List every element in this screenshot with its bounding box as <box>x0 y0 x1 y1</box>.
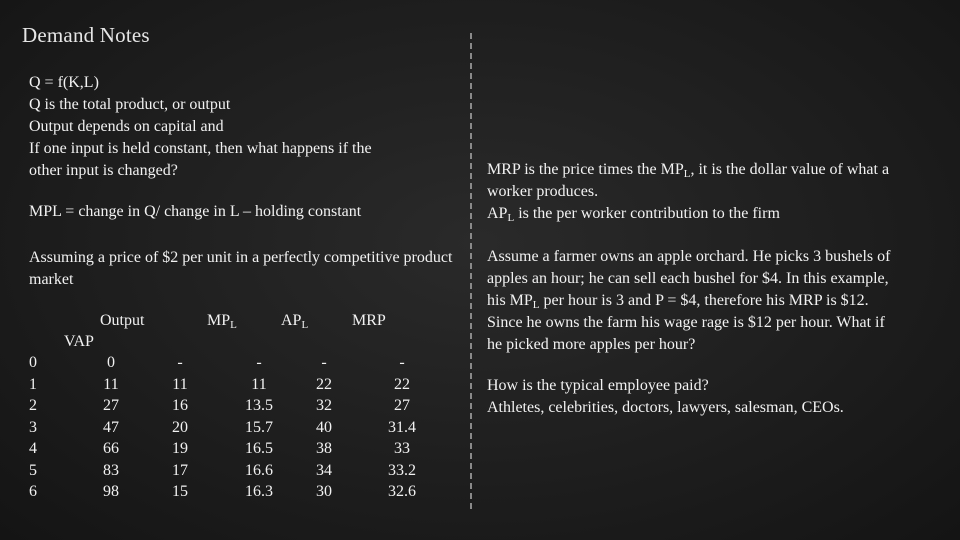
table-cell-apl: 40 <box>316 418 332 436</box>
table-cell-mrp: 27 <box>394 397 410 414</box>
note-line: other input is changed? <box>29 162 178 179</box>
table-cell-mrp: - <box>399 354 405 371</box>
table-cell-apl: 32 <box>316 397 332 414</box>
mrp-def-line: MRP is the price times the $MP_L$, it is the dollar value of what a <box>487 161 890 180</box>
table-cell-mrp: 32.6 <box>388 483 416 500</box>
table-cell-labor: 0 <box>29 354 37 371</box>
employee-line: How is the typical employee paid? <box>487 377 709 394</box>
table-cell-apl: 38 <box>316 440 332 457</box>
table-cell-mpl: 16.6 <box>245 461 273 479</box>
header-output: Output <box>100 312 145 329</box>
header-apl: $AP_L$ <box>281 312 309 331</box>
note-line: Q is the total product, or output <box>29 96 231 113</box>
farmer-line: Since he owns the farm his wage rage is $12 per hour. What if <box>487 314 885 331</box>
table-cell-output: 47 <box>103 418 119 436</box>
table-cell-labor: 1 <box>29 375 37 393</box>
table-cell-mpl: - <box>256 354 262 371</box>
table-cell-mrp: 31.4 <box>388 418 416 436</box>
table-cell-labor: 2 <box>29 397 37 414</box>
table-cell-labor: 5 <box>29 461 37 479</box>
table-cell-apl: - <box>321 354 327 371</box>
mrp-definition <box>487 159 889 225</box>
farmer-line: apples an hour; he can sell each bushel for $4. In this example, <box>487 270 889 287</box>
table-cell-mrp: 33 <box>394 440 410 457</box>
employee-line: Athletes, celebrities, doctors, lawyers, salesman, CEOs. <box>487 399 844 416</box>
employee-pay <box>487 375 844 419</box>
table-cell-apl: 34 <box>316 461 332 479</box>
farmer-line: his $MP_L$ per hour is 3 and P = $4, therefore his MRP is $12. <box>487 292 869 311</box>
table-cell-mpl: 16.5 <box>245 440 273 457</box>
note-line: If one input is held constant, then what happens if the <box>29 140 372 157</box>
table-cell-mpl: 15.7 <box>245 418 273 436</box>
note-line: Q = f(K,L) <box>29 74 99 91</box>
table-cell-mrp: 33.2 <box>388 461 416 479</box>
table-cell-mrp: 22 <box>394 375 410 393</box>
table-cell-vap: 17 <box>172 461 188 479</box>
table-cell-labor: 4 <box>29 440 37 457</box>
slide-title: Demand Notes <box>22 23 150 47</box>
table-cell-vap: 11 <box>172 375 188 393</box>
farmer-line: Assume a farmer owns an apple orchard. He picks 3 bushels of <box>487 248 891 265</box>
table-cell-mpl: 13.5 <box>245 397 273 414</box>
table-cell-apl: 30 <box>316 483 332 500</box>
table-cell-mpl: 11 <box>251 375 267 393</box>
header-mrp: MRP <box>352 312 386 329</box>
table-cell-vap: 19 <box>172 440 188 457</box>
production-function-notes <box>29 72 372 182</box>
table-cell-output: 66 <box>103 440 119 457</box>
table-cell-mpl: 16.3 <box>245 483 273 500</box>
table-cell-output: 0 <box>107 354 115 371</box>
farmer-line: he picked more apples per hour? <box>487 336 696 353</box>
apl-def-line: $AP_L$ is the per worker contribution to the firm <box>487 205 780 224</box>
column-divider <box>470 33 472 509</box>
table-cell-vap: 16 <box>172 397 188 414</box>
table-cell-labor: 6 <box>29 483 37 500</box>
farmer-example <box>487 246 890 356</box>
table-cell-output: 83 <box>103 461 119 479</box>
table-cell-vap: 15 <box>172 483 188 500</box>
mpl-definition: MPL = change in Q/ change in L – holding constant <box>29 203 362 220</box>
table-cell-vap: 20 <box>172 418 188 436</box>
table-cell-output: 11 <box>103 375 119 393</box>
note-line: Output depends on capital and <box>29 118 224 135</box>
table-cell-vap: - <box>177 354 183 371</box>
header-vap: VAP <box>64 333 94 350</box>
table-cell-labor: 3 <box>29 418 37 436</box>
table-cell-output: 27 <box>103 397 119 414</box>
mrp-def-line: worker produces. <box>487 183 599 200</box>
table-cell-apl: 22 <box>316 375 332 393</box>
header-mpl: $MP_L$ <box>207 312 237 331</box>
price-assumption: Assuming a price of $2 per unit in a perfectly competitive product market <box>29 249 453 288</box>
table-cell-output: 98 <box>103 483 119 500</box>
